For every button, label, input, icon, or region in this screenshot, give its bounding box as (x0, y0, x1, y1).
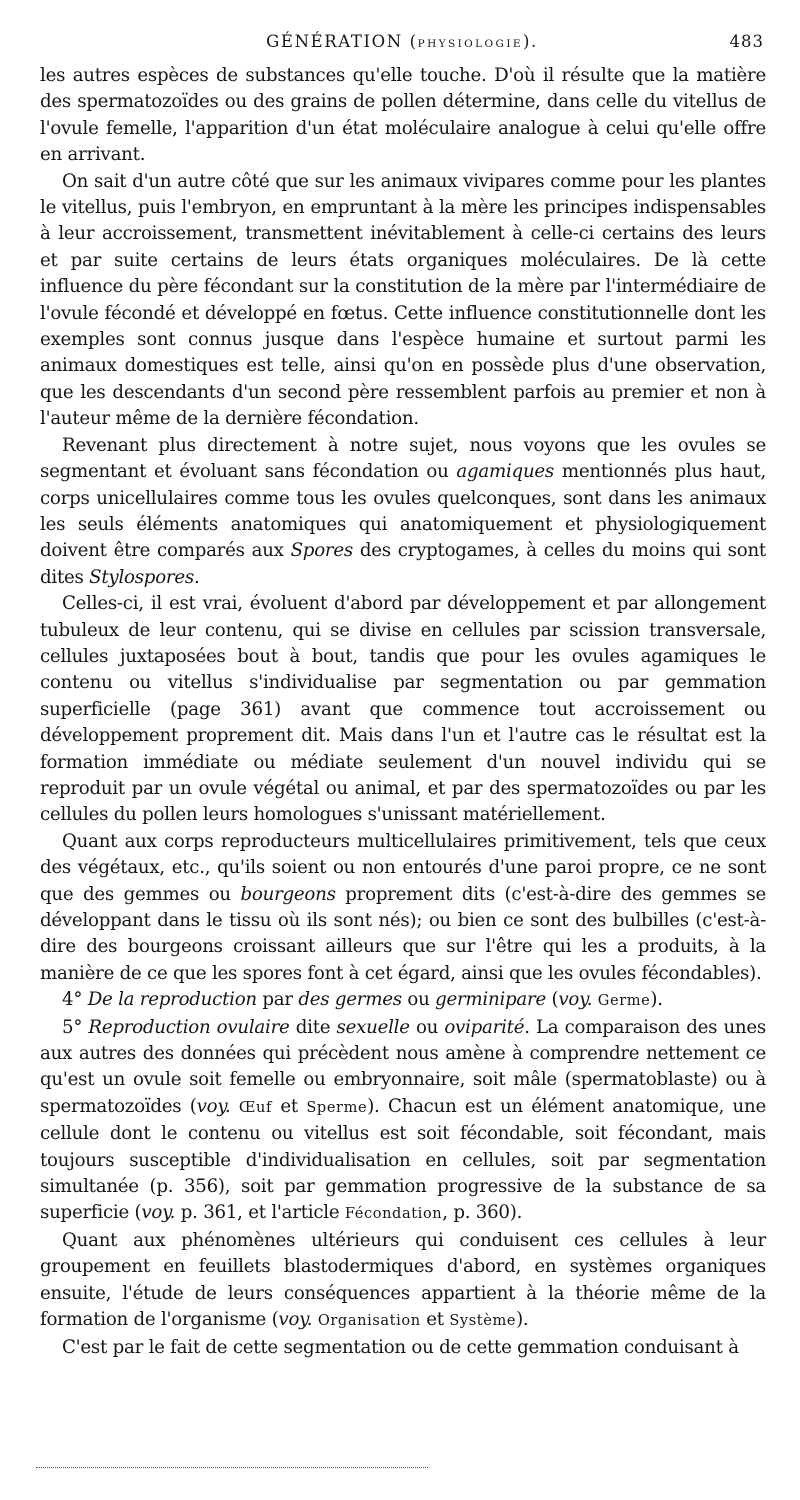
paragraph-6: 4° De la reproduction par des germes ou germinipare (voy. Germe). (62, 989, 663, 1011)
paragraph-3: Revenant plus directement à notre sujet, nous voyons que les ovules se segmentant et évoluant sans fécondation ou agamiques mentionnés plus haut, corps unicellulaires comme tous les ovules quelconques, sont dans les animaux les seuls éléments anatomiques qui anatomiquement et physiologiquement doivent être comparés aux Spores des cryptogames, à celles du moins qui sont dites Stylospores. (40, 434, 766, 588)
cross-ref-systeme: Système (449, 1312, 517, 1330)
paragraph-8: Quant aux phénomènes ultérieurs qui conduisent ces cellules à leur groupement en feuillets blastodermiques d'abord, en systèmes organiques ensuite, l'étude de leurs conséquences appartient à la théorie même de la formation de l'organisme (voy. Organisation et Système). (40, 1229, 766, 1331)
paragraph-5: Quant aux corps reproducteurs multicellulaires primitivement, tels que ceux des végétaux, etc., qu'ils soient ou non entourés d'une paroi propre, ce ne sont que des gemmes ou bourgeons proprement dits (c'est-à-dire des gemmes se développant dans le tissu où ils sont nés); ou bien ce sont des bulbilles (c'est-à-dire des bourgeons croissant ailleurs que sur l'être qui les a produits, à la manière de ce que les spores font à cet égard, ainsi que les ovules fécondables). (40, 830, 766, 984)
body-text (40, 63, 766, 1361)
term-bourgeons: bourgeons (240, 883, 336, 905)
section-number-5: 5° (62, 1016, 83, 1038)
cross-ref-sperme: Sperme (306, 1098, 368, 1116)
cross-ref-fecondation: Fécondation (344, 1205, 443, 1223)
paragraph-9: C'est par le fait de cette segmentation ou de cette gemmation conduisant à (62, 1336, 739, 1358)
paragraph-1: les autres espèces de substances qu'elle touche. D'où il résulte que la matière des spermatozoïdes ou des grains de pollen détermine, dans celle du vitellus de l'ovule femelle, l'apparition d'un état moléculaire analogue à celui qu'elle offre en arrivant. (40, 65, 766, 166)
page-number: 483 (729, 32, 764, 51)
paragraph-2: On sait d'un autre côté que sur les animaux vivipares comme pour les plantes le vitellus, puis l'embryon, en empruntant à la mère les principes indispensables à leur accroissement, transmettent inévitablement à celle-ci certains des leurs et par suite certains de leurs états organiques moléculaires. De là cette influence du père fécondant sur la constitution de la mère par l'intermédiaire de l'ovule fécondé et développé en fœtus. Cette influence constitutionnelle dont les exemples sont connus jusque dans l'espèce humaine et surtout parmi les animaux domestiques est telle, ainsi qu'on en possède plus d'une observation, que les descendants d'un second père ressemblent parfois au premier et non à l'auteur même de la dernière fécondation. (40, 170, 766, 430)
cross-ref-organisation: Organisation (317, 1312, 421, 1330)
running-header (40, 30, 764, 60)
term-agamiques: agamiques (456, 461, 555, 483)
running-title: GÉNÉRATION (PHYSIOLOGIE). (266, 32, 538, 51)
paragraph-7: 5° Reproduction ovulaire dite sexuelle ou oviparité. La comparaison des unes aux autres des données qui précèdent nous amène à comprendre nettement ce qu'est un ovule soit femelle ou embryonnaire, soit mâle (spermatoblaste) ou à spermatozoïdes (voy. Œuf et Sperme). Chacun est un élément anatomique, une cellule dont le contenu ou vitellus est soit fécondable, soit fécondant, mais toujours susceptible d'individualisation en cellules, soit par segmentation simultanée (p. 356), soit par gemmation progressive de la substance de sa superficie (voy. p. 361, et l'article Fécondation, p. 360). (40, 1016, 766, 1224)
paragraph-4: Celles-ci, il est vrai, évoluent d'abord par développement et par allongement tubuleux de leur contenu, qui se divise en cellules par scission transversale, cellules juxtaposées bout à bout, tandis que pour les ovules agamiques le contenu ou vitellus s'individualise par segmentation ou par gemmation superficielle (page 361) avant que commence tout accroissement ou développement proprement dit. Mais dans l'un et l'autre cas le résultat est la formation immédiate ou médiate seulement d'un nouvel individu qui se reproduit par un ovule végétal ou animal, et par des spermatozoïdes ou par les cellules du pollen leurs homologues s'unissant matériellement. (40, 593, 766, 826)
section-number-4: 4° (62, 989, 83, 1011)
footer-dotted-rule (36, 1467, 428, 1468)
cross-ref-germe: Germe (597, 992, 651, 1010)
term-spores: Spores (290, 540, 353, 562)
cross-ref-oeuf: Œuf (238, 1098, 272, 1116)
term-stylospores: Stylospores (89, 566, 194, 588)
